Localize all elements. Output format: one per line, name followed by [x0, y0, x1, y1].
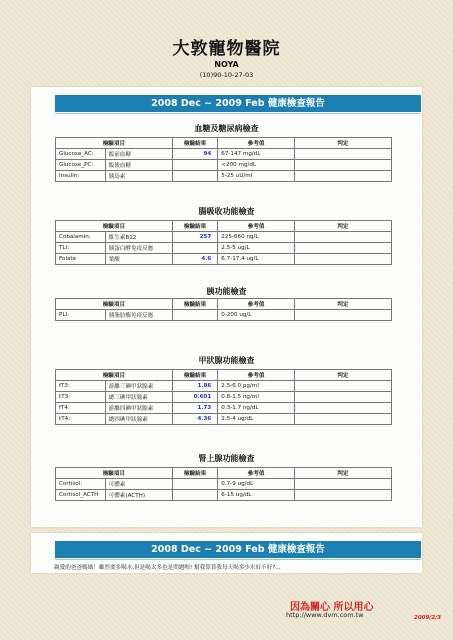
- banner-rule: [55, 113, 421, 114]
- clinic-slogan: 因為關心 所以用心: [290, 602, 374, 613]
- table-header-row: [56, 299, 392, 310]
- column-header-judgement: 判定: [294, 221, 391, 232]
- column-header-reference: 參考值: [218, 299, 295, 310]
- column-header-reference: 參考值: [218, 221, 295, 232]
- column-header-result: 檢驗結果: [172, 221, 217, 232]
- column-header-reference: 參考值: [218, 138, 295, 149]
- reference-cell: 2.5-6.0 pg/ml: [218, 381, 295, 392]
- reference-cell: 0-200 ug/L: [218, 310, 295, 321]
- judgement-cell: [294, 403, 391, 414]
- report-banner: [55, 95, 421, 112]
- reference-cell: 67-147 mg/dL: [218, 149, 295, 160]
- table-row: [56, 254, 392, 265]
- judgement-cell: [294, 381, 391, 392]
- reference-cell: 6.7-17.4 ug/L: [218, 254, 295, 265]
- judgement-cell: [294, 490, 391, 501]
- result-cell: 1.86: [172, 381, 217, 392]
- column-header-reference: 參考值: [218, 468, 295, 479]
- judgement-cell: [294, 254, 391, 265]
- lab-table: [55, 298, 392, 321]
- column-header-result: 檢驗結果: [172, 468, 217, 479]
- summary-banner-rule: [55, 559, 421, 560]
- test-code-cell: Folate: [56, 254, 106, 265]
- reference-cell: 6-15 ug/dL: [218, 490, 295, 501]
- result-cell: [172, 171, 217, 182]
- column-header-item: 檢驗項目: [56, 299, 173, 310]
- judgement-cell: [294, 160, 391, 171]
- column-header-item: 檢驗項目: [56, 468, 173, 479]
- test-name-cell: 胰島素: [105, 171, 172, 182]
- result-cell: 257: [172, 232, 217, 243]
- test-name-cell: 飯前血糖: [105, 149, 172, 160]
- test-name-cell: 總四碘甲狀腺素: [105, 414, 172, 425]
- result-cell: [172, 310, 217, 321]
- section-title: 胰功能檢查: [206, 286, 247, 296]
- result-cell: 4.6: [172, 254, 217, 265]
- section-title: 腸吸收功能檢查: [198, 206, 255, 216]
- lab-table: [55, 467, 392, 501]
- table-row: [56, 403, 392, 414]
- reference-cell: 0.3-1.7 ng/dL: [218, 403, 295, 414]
- lab-table: [55, 137, 392, 182]
- banner-date: 2008 Dec ~ 2009 Feb: [151, 98, 265, 109]
- result-cell: [172, 160, 217, 171]
- judgement-cell: [294, 171, 391, 182]
- test-name-cell: 胰脂肪酶免疫反應: [105, 310, 172, 321]
- test-code-cell: Cortisol_ACTH: [56, 490, 106, 501]
- reference-cell: 1.5-4 ug/dL: [218, 414, 295, 425]
- table-row: [56, 160, 392, 171]
- result-cell: [172, 243, 217, 254]
- table-row: [56, 232, 392, 243]
- column-header-item: 檢驗項目: [56, 138, 173, 149]
- test-name-cell: 飯後血糖: [105, 160, 172, 171]
- reference-cell: 5-25 uU/ml: [218, 171, 295, 182]
- clinic-name: 大敦寵物醫院: [172, 39, 281, 59]
- judgement-cell: [294, 392, 391, 403]
- judgement-cell: [294, 243, 391, 254]
- table-header-row: [56, 221, 392, 232]
- table-row: [56, 310, 392, 321]
- table-header-row: [56, 138, 392, 149]
- record-number: (10)90-10-27-03: [199, 71, 254, 79]
- lab-table: [55, 220, 392, 265]
- test-name-cell: 胰蛋白酵免疫反應: [105, 243, 172, 254]
- summary-banner-title: 健康檢查報告: [267, 544, 325, 555]
- result-cell: 1.73: [172, 403, 217, 414]
- table-row: [56, 149, 392, 160]
- test-code-cell: Insulin:: [56, 171, 106, 182]
- section-title: 血糖及糖尿病檢查: [194, 123, 259, 133]
- column-header-result: 檢驗結果: [172, 299, 217, 310]
- owner-note: 親愛的爸爸媽媽！雖然要多喝水,但是喝太多也是問題喔! 幫我算算我每天喝多少水好不好?...: [54, 565, 281, 571]
- test-code-cell: Cobalamin:: [56, 232, 106, 243]
- section-title: 腎上腺功能檢查: [198, 453, 255, 463]
- test-name-cell: 葉酸: [105, 254, 172, 265]
- judgement-cell: [294, 414, 391, 425]
- reference-cell: 225-660 ng/L: [218, 232, 295, 243]
- column-header-judgement: 判定: [294, 370, 391, 381]
- column-header-item: 檢驗項目: [56, 221, 173, 232]
- table-row: [56, 414, 392, 425]
- table-header-row: [56, 468, 392, 479]
- test-code-cell: TLI:: [56, 243, 106, 254]
- banner-title: 健康檢查報告: [267, 98, 325, 109]
- test-code-cell: fT3:: [56, 381, 106, 392]
- date-stamp: 2009/2/3: [414, 615, 441, 621]
- test-code-cell: tT4:: [56, 414, 106, 425]
- column-header-judgement: 判定: [294, 468, 391, 479]
- column-header-result: 檢驗結果: [172, 370, 217, 381]
- section-title: 甲狀腺功能檢查: [198, 355, 255, 365]
- column-header-reference: 參考值: [218, 370, 295, 381]
- judgement-cell: [294, 310, 391, 321]
- test-code-cell: Cortisol:: [56, 479, 106, 490]
- test-name-cell: 可體素(ACTH): [105, 490, 172, 501]
- test-code-cell: Glucose_PC:: [56, 160, 106, 171]
- test-name-cell: 可體素: [105, 479, 172, 490]
- test-code-cell: Glucose_AC:: [56, 149, 106, 160]
- table-header-row: [56, 370, 392, 381]
- test-name-cell: 總三碘甲狀腺素: [105, 392, 172, 403]
- test-code-cell: fT4:: [56, 403, 106, 414]
- column-header-judgement: 判定: [294, 138, 391, 149]
- reference-cell: 2.5-5 ug/L: [218, 243, 295, 254]
- reference-cell: 0.7-9 ug/dL: [218, 479, 295, 490]
- table-row: [56, 243, 392, 254]
- test-name-cell: 維生素B12: [105, 232, 172, 243]
- column-header-item: 檢驗項目: [56, 370, 173, 381]
- table-row: [56, 479, 392, 490]
- judgement-cell: [294, 149, 391, 160]
- result-cell: [172, 490, 217, 501]
- test-name-cell: 游離三碘甲狀腺素: [105, 381, 172, 392]
- test-name-cell: 游離四碘甲狀腺素: [105, 403, 172, 414]
- column-header-result: 檢驗結果: [172, 138, 217, 149]
- clinic-url[interactable]: http://www.dvm.com.tw: [286, 611, 364, 619]
- result-cell: 0.601: [172, 392, 217, 403]
- table-row: [56, 392, 392, 403]
- summary-banner-date: 2008 Dec ~ 2009 Feb: [151, 544, 265, 555]
- table-row: [56, 490, 392, 501]
- table-row: [56, 171, 392, 182]
- judgement-cell: [294, 232, 391, 243]
- judgement-cell: [294, 479, 391, 490]
- lab-table: [55, 369, 392, 425]
- result-cell: [172, 479, 217, 490]
- pet-name: NOYA: [214, 60, 239, 69]
- column-header-judgement: 判定: [294, 299, 391, 310]
- test-code-cell: PLI:: [56, 310, 106, 321]
- summary-banner: [55, 541, 421, 558]
- result-cell: 4.36: [172, 414, 217, 425]
- table-row: [56, 381, 392, 392]
- test-code-cell: tT3:: [56, 392, 106, 403]
- reference-cell: <200 mg/dL: [218, 160, 295, 171]
- result-cell: 94: [172, 149, 217, 160]
- reference-cell: 0.8-1.5 ng/ml: [218, 392, 295, 403]
